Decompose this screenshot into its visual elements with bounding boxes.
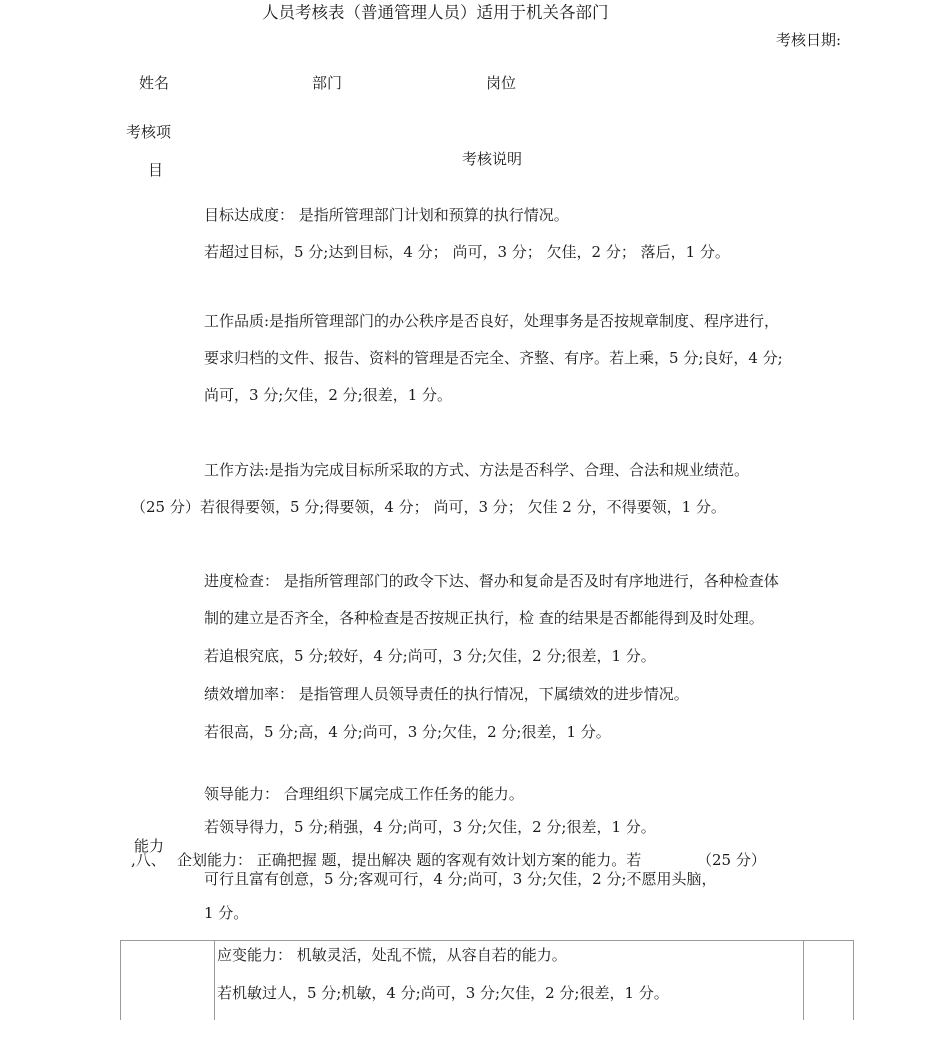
box-line: 应变能力： 机敏灵活，处乱不慌，从容自若的能力。 [217, 946, 567, 964]
ability-label: 能力 [134, 837, 165, 855]
table-top-rule [120, 940, 853, 941]
table-right-rule [853, 940, 854, 1020]
ability-line: 企划能力： 正确把握 题，提出解决 题的客观有效计划方案的能力。若 [177, 851, 642, 869]
position-label: 岗位 [486, 74, 517, 92]
table-inner-rule [214, 940, 215, 1020]
department-label: 部门 [312, 74, 343, 92]
ability-score-note: （25 分） [697, 851, 766, 869]
box-line: 若机敏过人，5 分;机敏，4 分;尚可，3 分;欠佳，2 分;很差，1 分。 [217, 984, 669, 1002]
work-line: 若超过目标，5 分;达到目标，4 分； 尚可，3 分； 欠佳，2 分； 落后，1 分。 [204, 243, 730, 261]
assessment-date-label: 考核日期: [776, 31, 842, 49]
ability-line: 领导能力： 合理组织下属完成工作任务的能力。 [204, 785, 524, 803]
document-title: 人员考核表（普通管理人员）适用于机关各部门 [262, 3, 609, 22]
name-label: 姓名 [139, 74, 170, 92]
item-column-header-2: 目 [148, 161, 164, 179]
table-left-rule [120, 940, 121, 1020]
ability-prefix: ,八、 [131, 851, 166, 869]
ability-line: 若领导得力，5 分;稍强，4 分;尚可，3 分;欠佳，2 分;很差，1 分。 [204, 818, 656, 836]
work-line: 若追根究底，5 分;较好，4 分;尚可，3 分;欠佳，2 分;很差，1 分。 [204, 647, 656, 665]
work-line: 制的建立是否齐全，各种检查是否按规正执行，检 查的结果是否都能得到及时处理。 [204, 609, 764, 627]
item-column-header-1: 考核项 [126, 123, 172, 141]
work-line: 工作方法:是指为完成目标所采取的方式、方法是否科学、合理、合法和规业绩范。 [204, 461, 750, 479]
work-line: 要求归档的文件、报告、资料的管理是否完全、齐整、有序。若上乘，5 分;良好，4 分; [204, 349, 783, 367]
work-line: 尚可，3 分;欠佳，2 分;很差，1 分。 [204, 386, 453, 404]
work-line: 进度检查： 是指所管理部门的政令下达、督办和复命是否及时有序地进行，各种检查体 [204, 572, 779, 590]
ability-line: 1 分。 [204, 904, 249, 922]
table-score-rule [803, 940, 804, 1020]
ability-line: 可行且富有创意，5 分;客观可行，4 分;尚可，3 分;欠佳，2 分;不愿用头脑， [204, 870, 717, 888]
work-line: 工作品质:是指所管理部门的办公秩序是否良好，处理事务是否按规章制度、程序进行， [204, 312, 780, 330]
work-score-note: （25 分） [131, 498, 200, 516]
work-line: 绩效增加率： 是指管理人员领导责任的执行情况，下属绩效的进步情况。 [204, 685, 689, 703]
description-column-header: 考核说明 [462, 150, 523, 168]
work-line: 目标达成度： 是指所管理部门计划和预算的执行情况。 [204, 206, 569, 224]
work-line: 若很得要领，5 分;得要领，4 分； 尚可，3 分； 欠佳 2 分，不得要领，1 分。 [200, 498, 726, 516]
work-line: 若很高，5 分;高，4 分;尚可，3 分;欠佳，2 分;很差，1 分。 [204, 723, 611, 741]
